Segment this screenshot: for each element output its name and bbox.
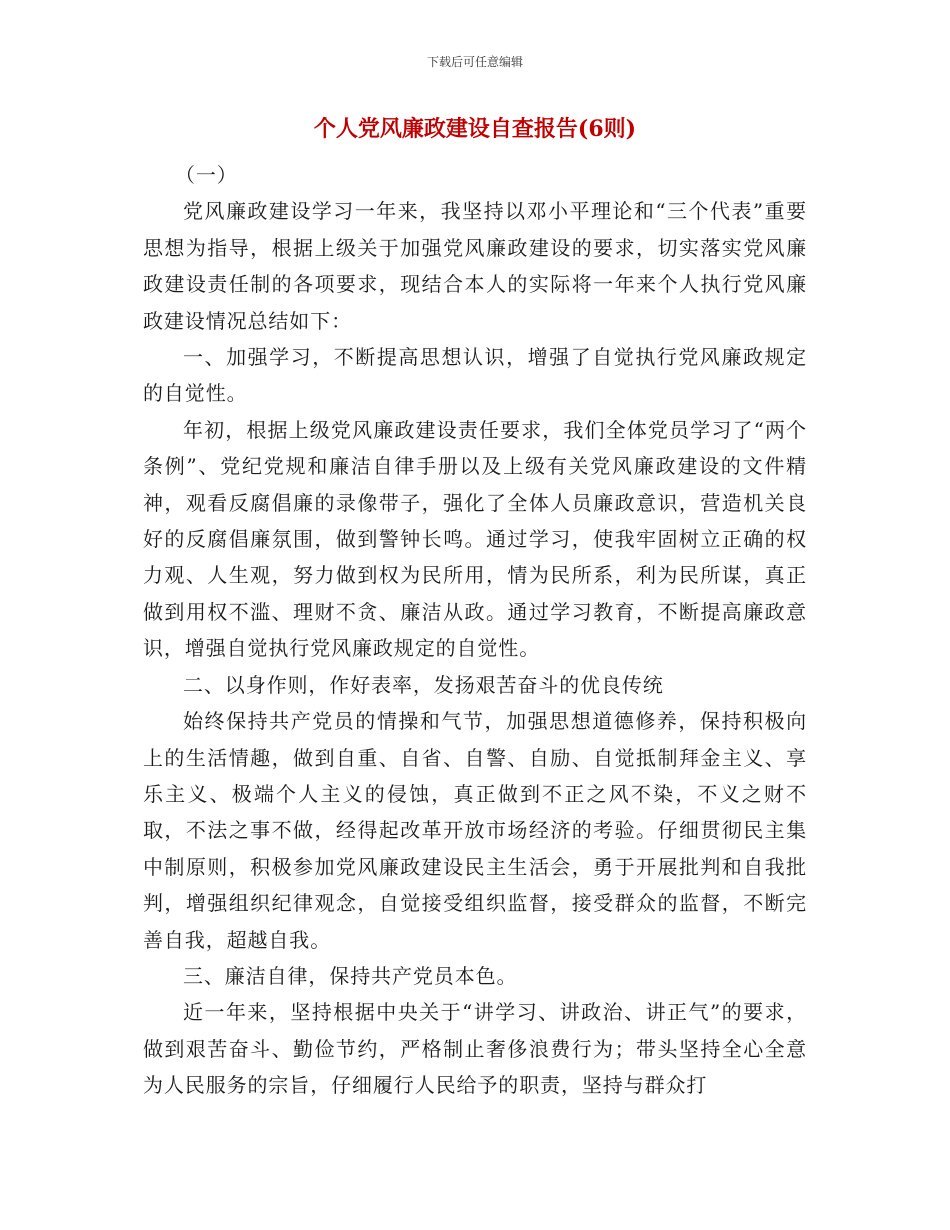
- heading-section-3: 三、廉洁自律，保持共产党员本色。: [183, 963, 518, 988]
- heading-section-2: 二、以身作则，作好表率，发扬艰苦奋斗的优良传统: [183, 672, 664, 697]
- document-title: 个人党风廉政建设自查报告(6则): [313, 116, 637, 142]
- document-body: [143, 157, 807, 1104]
- paragraph-intro: 党风廉政建设学习一年来，我坚持以邓小平理论和“三个代表”重要思想为指导，根据上级关于加强党风廉政建设的要求，切实落实党风廉政建设责任制的各项要求，现结合本人的实际将一年来个人执行党风廉政建设情况总结如下：: [143, 199, 807, 333]
- heading-section-1: 一、加强学习，不断提高思想认识，增强了自觉执行党风廉政规定的自觉性。: [143, 345, 807, 406]
- paragraph-section-1: 年初，根据上级党风廉政建设责任要求，我们全体党员学习了“两个条例”、党纪党规和廉洁自律手册以及上级有关党风廉政建设的文件精神，观看反腐倡廉的录像带子，强化了全体人员廉政意识，营造机关良好的反腐倡廉氛围，做到警钟长鸣。通过学习，使我牢固树立正确的权力观、人生观，努力做到权为民所用，情为民所系，利为民所谋，真正做到用权不滥、理财不贪、廉洁从政。通过学习教育，不断提高廉政意识，增强自觉执行党风廉政规定的自觉性。: [143, 417, 807, 661]
- header-note: 下载后可任意编辑: [426, 55, 523, 69]
- paragraph-section-3: 近一年来，坚持根据中央关于“讲学习、讲政治、讲正气”的要求，做到艰苦奋斗、勤俭节约，严格制止奢侈浪费行为；带头坚持全心全意为人民服务的宗旨，仔细履行人民给予的职责，坚持与群众打: [143, 1000, 807, 1098]
- section-number: （一）: [175, 163, 238, 187]
- paragraph-section-2: 始终保持共产党员的情操和气节，加强思想道德修养，保持积极向上的生活情趣，做到自重、自省、自警、自励、自觉抵制拜金主义、享乐主义、极端个人主义的侵蚀，真正做到不正之风不染，不义之财不取，不法之事不做，经得起改革开放市场经济的考验。仔细贯彻民主集中制原则，积极参加党风廉政建设民主生活会，勇于开展批判和自我批判，增强组织纪律观念，自觉接受组织监督，接受群众的监督，不断完善自我，超越自我。: [143, 709, 807, 952]
